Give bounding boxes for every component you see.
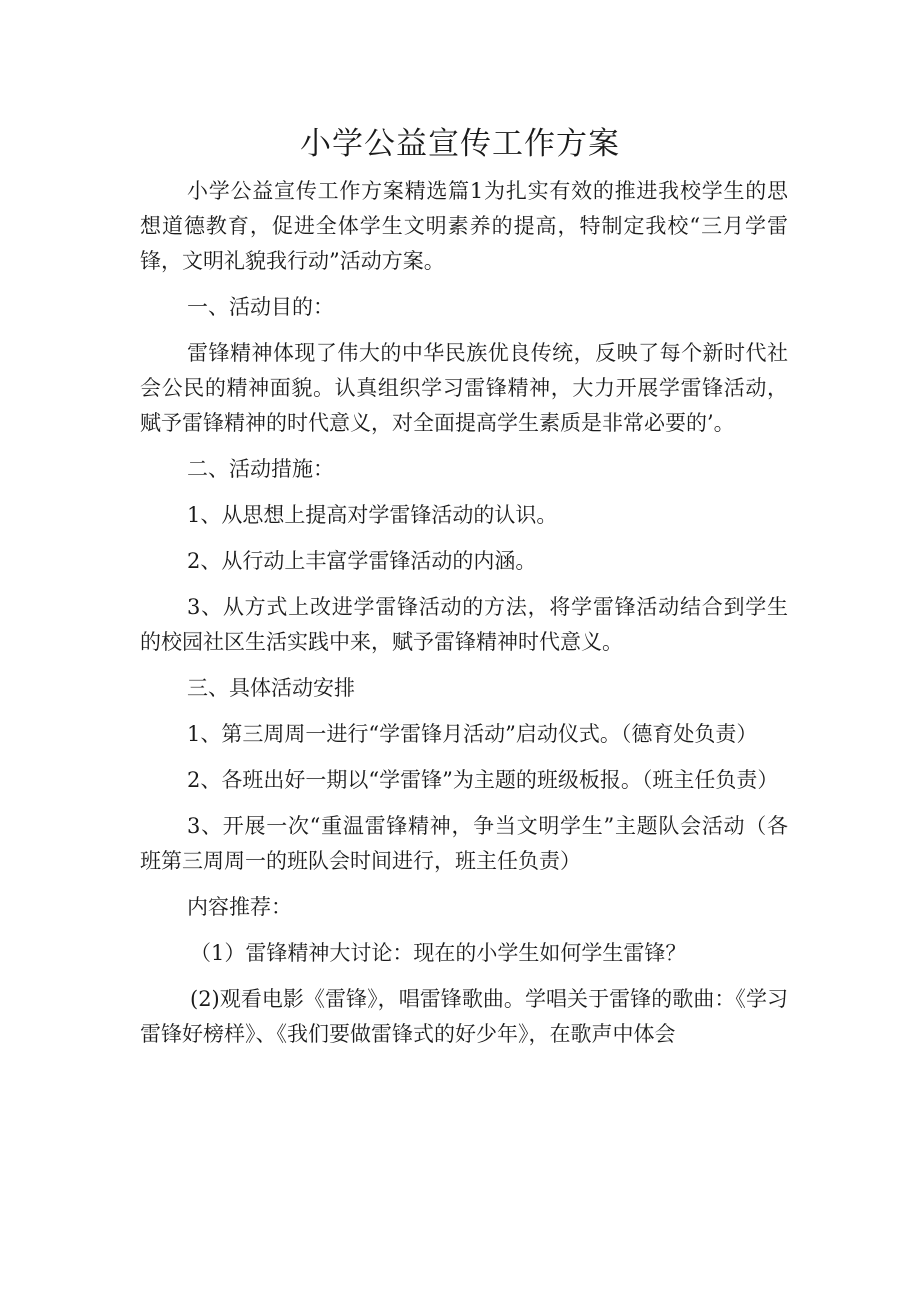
arrangement-item-1: 1、第三周周一进行“学雷锋月活动”启动仪式。（德育处负责） — [187, 722, 758, 746]
arrangement-item-3: 3、开展一次“重温雷锋精神，争当文明学生”主题队会活动（各班第三周周一的班队会时间进行，班主任负责） — [140, 814, 788, 873]
arrangement-item-2: 2、各班出好一期以“学雷锋”为主题的班级板报。（班主任负责） — [187, 768, 779, 792]
section-heading-measures: 二、活动措施： — [187, 457, 334, 481]
recommend-item-2: (2)观看电影《雷锋》，唱雷锋歌曲。学唱关于雷锋的歌曲：《学习雷锋好榜样》、《我们要做雷锋式的好少年》，在歌声中体会 — [140, 987, 788, 1046]
purpose-paragraph: 雷锋精神体现了伟大的中华民族优良传统，反映了每个新时代社会公民的精神面貌。认真组织学习雷锋精神，大力开展学雷锋活动，赋予雷锋精神的时代意义，对全面提高学生素质是非常必要的’。 — [140, 341, 788, 435]
document-title: 小学公益宣传工作方案 — [300, 126, 620, 162]
measure-item-1: 1、从思想上提高对学雷锋活动的认识。 — [187, 503, 558, 527]
measure-item-2: 2、从行动上丰富学雷锋活动的内涵。 — [187, 549, 537, 573]
intro-paragraph: 小学公益宣传工作方案精选篇1为扎实有效的推进我校学生的思想道德教育，促进全体学生文明素养的提高，特制定我校“三月学雷锋，文明礼貌我行动”活动方案。 — [140, 179, 788, 273]
content-recommend-heading: 内容推荐： — [187, 895, 292, 919]
section-heading-arrangement: 三、具体活动安排 — [187, 676, 355, 700]
measure-item-3: 3、从方式上改进学雷锋活动的方法，将学雷锋活动结合到学生的校园社区生活实践中来，赋予雷锋精神时代意义。 — [140, 595, 788, 654]
section-heading-purpose: 一、活动目的： — [187, 295, 334, 319]
document-body — [140, 174, 788, 1063]
recommend-item-1: （1）雷锋精神大讨论：现在的小学生如何学生雷锋？ — [190, 941, 687, 965]
